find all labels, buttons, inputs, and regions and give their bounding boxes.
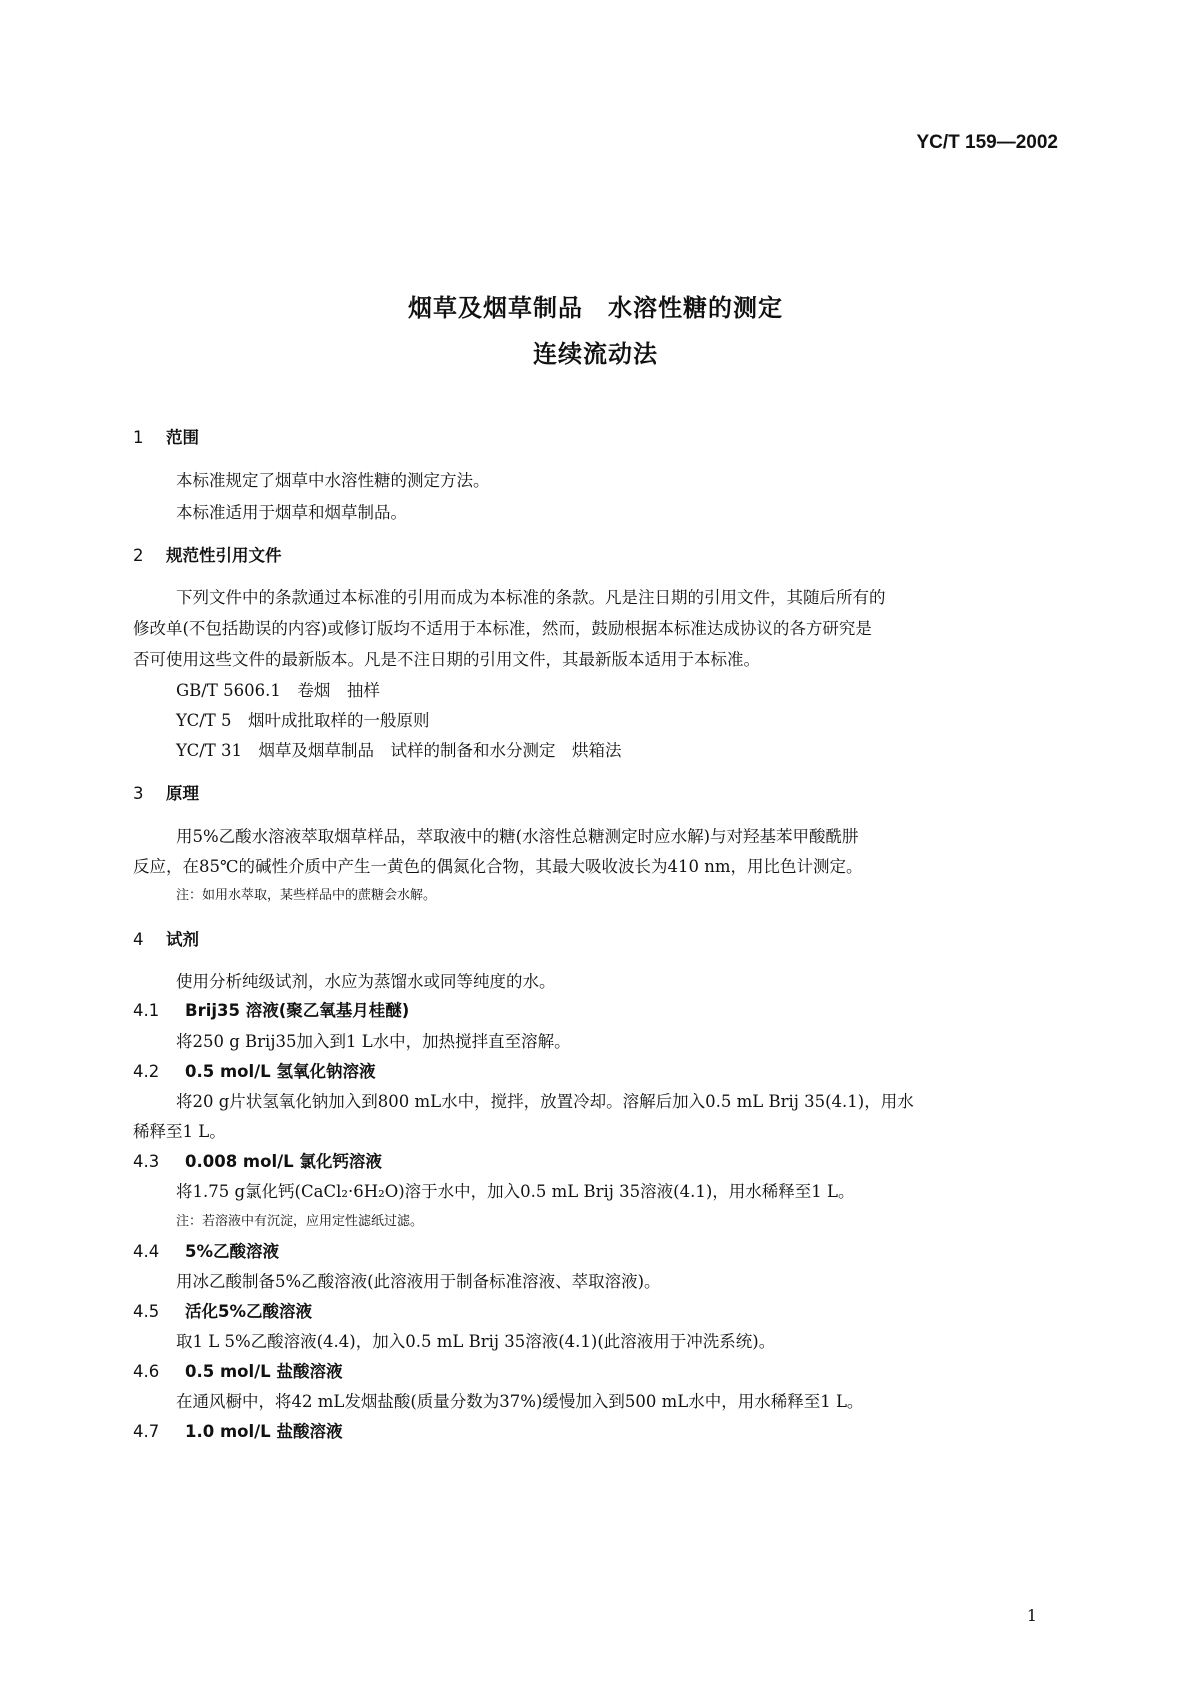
subsection-number: 4.3 (133, 1152, 160, 1171)
section-heading-2 (133, 542, 282, 566)
section-number: 1 (133, 428, 144, 447)
subsection-number: 4.1 (133, 1001, 160, 1020)
standard-code: YC/T 159—2002 (916, 132, 1058, 153)
reference-item: YC/T 5 烟叶成批取样的一般原则 (176, 711, 430, 730)
subsection-title: 5%乙酸溶液 (185, 1242, 280, 1261)
paragraph: 否可使用这些文件的最新版本。凡是不注日期的引用文件，其最新版本适用于本标准。 (133, 650, 760, 669)
section-number: 3 (133, 784, 144, 803)
paragraph: 将250 g Brij35加入到1 L水中，加热搅拌直至溶解。 (176, 1032, 571, 1051)
reference-item: GB/T 5606.1 卷烟 抽样 (176, 681, 380, 700)
subsection-number: 4.4 (133, 1242, 160, 1261)
subsection-title: 1.0 mol/L 盐酸溶液 (185, 1422, 343, 1441)
paragraph: 用冰乙酸制备5%乙酸溶液(此溶液用于制备标准溶液、萃取溶液)。 (176, 1272, 661, 1291)
section-title: 规范性引用文件 (166, 546, 282, 565)
subsection-number: 4.5 (133, 1302, 160, 1321)
note: 注：若溶液中有沉淀，应用定性滤纸过滤。 (176, 1214, 424, 1229)
paragraph: 下列文件中的条款通过本标准的引用而成为本标准的条款。凡是注日期的引用文件，其随后所有的 (176, 588, 886, 607)
section-heading-4 (133, 926, 199, 950)
subsection-heading-4-3 (133, 1148, 382, 1172)
subsection-title: Brij35 溶液(聚乙氧基月桂醚) (185, 1001, 410, 1020)
paragraph: 修改单(不包括勘误的内容)或修订版均不适用于本标准，然而，鼓励根据本标准达成协议的各方研究是 (133, 619, 872, 638)
paragraph: 用5%乙酸水溶液萃取烟草样品，萃取液中的糖(水溶性总糖测定时应水解)与对羟基苯甲酸酰肼 (176, 827, 859, 846)
paragraph: 在通风橱中，将42 mL发烟盐酸(质量分数为37%)缓慢加入到500 mL水中，用水稀释至1 L。 (176, 1392, 864, 1411)
paragraph: 将1.75 g氯化钙(CaCl₂·6H₂O)溶于水中，加入0.5 mL Brij 35溶液(4.1)，用水稀释至1 L。 (176, 1182, 855, 1201)
paragraph: 将20 g片状氢氧化钠加入到800 mL水中，搅拌，放置冷却。溶解后加入0.5 mL Brij 35(4.1)，用水 (176, 1092, 914, 1111)
section-heading-3 (133, 780, 199, 804)
note: 注：如用水萃取，某些样品中的蔗糖会水解。 (176, 888, 437, 903)
paragraph: 使用分析纯级试剂，水应为蒸馏水或同等纯度的水。 (176, 972, 556, 991)
page-number: 1 (1026, 1606, 1037, 1625)
subsection-heading-4-6 (133, 1358, 342, 1382)
subsection-heading-4-2 (133, 1058, 375, 1082)
subsection-title: 0.008 mol/L 氯化钙溶液 (185, 1152, 382, 1171)
section-title: 范围 (166, 428, 199, 447)
subsection-number: 4.2 (133, 1062, 160, 1081)
subsection-heading-4-5 (133, 1298, 312, 1322)
paragraph: 取1 L 5%乙酸溶液(4.4)，加入0.5 mL Brij 35溶液(4.1)(此溶液用于冲洗系统)。 (176, 1332, 776, 1351)
paragraph: 本标准适用于烟草和烟草制品。 (176, 503, 407, 522)
subsection-title: 0.5 mol/L 氢氧化钠溶液 (185, 1062, 376, 1081)
subsection-number: 4.7 (133, 1422, 160, 1441)
section-title: 原理 (166, 784, 199, 803)
paragraph: 稀释至1 L。 (133, 1122, 226, 1141)
title-line-2: 连续流动法 (533, 340, 658, 368)
title-line-1: 烟草及烟草制品 水溶性糖的测定 (408, 294, 783, 322)
paragraph: 反应，在85℃的碱性介质中产生一黄色的偶氮化合物，其最大吸收波长为410 nm，用比色计测定。 (133, 857, 863, 876)
subsection-heading-4-7 (133, 1418, 342, 1442)
section-heading-1 (133, 424, 199, 448)
subsection-title: 0.5 mol/L 盐酸溶液 (185, 1362, 343, 1381)
section-number: 4 (133, 930, 144, 949)
subsection-heading-4-1 (133, 997, 409, 1021)
subsection-title: 活化5%乙酸溶液 (185, 1302, 313, 1321)
subsection-number: 4.6 (133, 1362, 160, 1381)
section-number: 2 (133, 546, 144, 565)
paragraph: 本标准规定了烟草中水溶性糖的测定方法。 (176, 471, 490, 490)
subsection-heading-4-4 (133, 1238, 279, 1262)
reference-item: YC/T 31 烟草及烟草制品 试样的制备和水分测定 烘箱法 (176, 741, 622, 760)
section-title: 试剂 (166, 930, 199, 949)
